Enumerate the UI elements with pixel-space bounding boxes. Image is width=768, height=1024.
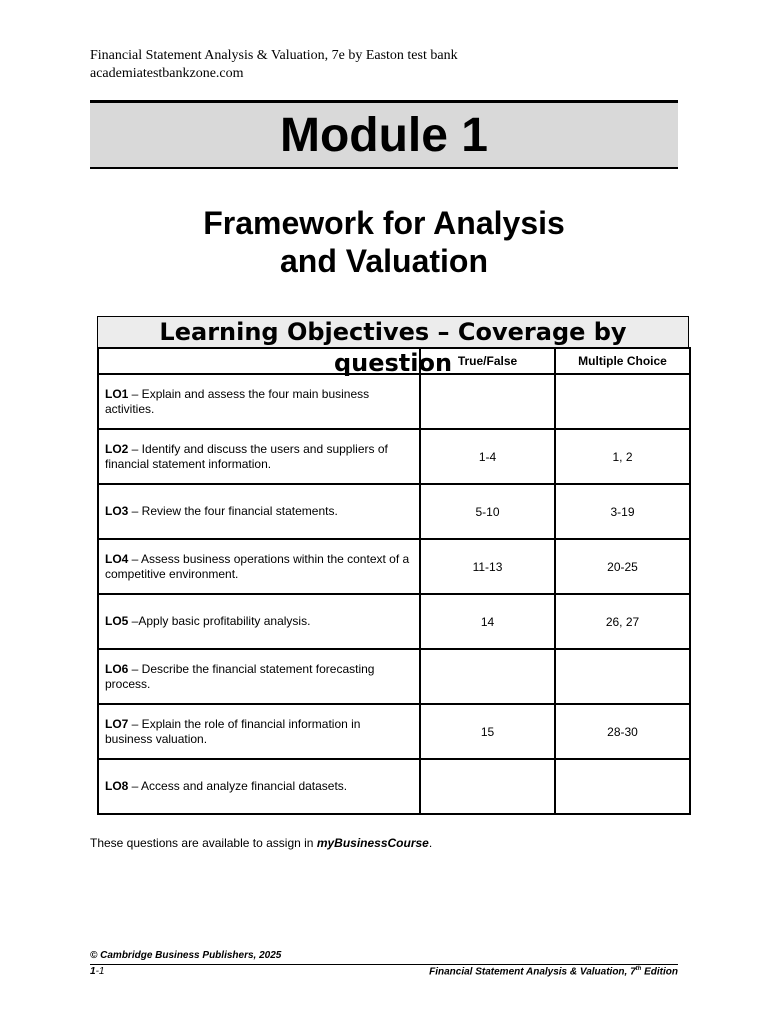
objective-cell [98, 429, 420, 484]
lo-code: LO3 [105, 504, 129, 518]
objective-cell [98, 539, 420, 594]
true-false-cell: 15 [420, 704, 555, 759]
objective-cell [98, 759, 420, 814]
note-suffix: . [428, 836, 433, 850]
objective-cell [98, 484, 420, 539]
module-title: Module 1 [90, 100, 678, 169]
header-objective [98, 348, 420, 374]
true-false-cell [420, 759, 555, 814]
lo-description: –Apply basic profitability analysis. [128, 614, 311, 628]
multiple-choice-cell: 20-25 [555, 539, 690, 594]
table-row [98, 539, 690, 594]
page-number-prefix: 1 [90, 966, 96, 977]
objective-cell [98, 374, 420, 429]
note-brand: myBusinessCourse [316, 836, 429, 850]
multiple-choice-cell [555, 374, 690, 429]
lo-description: – Describe the financial statement forecasting process. [105, 661, 375, 691]
lo-description: – Identify and discuss the users and suppliers of financial statement information. [105, 441, 388, 471]
true-false-cell [420, 649, 555, 704]
multiple-choice-cell: 1, 2 [555, 429, 690, 484]
edition-superscript: th [635, 966, 642, 972]
table-row [98, 429, 690, 484]
table-row [98, 649, 690, 704]
lo-code: LO7 [105, 716, 129, 731]
multiple-choice-cell: 26, 27 [555, 594, 690, 649]
book-title: Financial Statement Analysis & Valuation, 7 [429, 966, 636, 978]
lo-description: – Explain and assess the four main business activities. [105, 386, 370, 416]
page-number-suffix: -1 [95, 966, 105, 977]
true-false-cell: 14 [420, 594, 555, 649]
chapter-title-line-1: Framework for Analysis [203, 205, 565, 241]
true-false-cell: 5-10 [420, 484, 555, 539]
multiple-choice-cell: 28-30 [555, 704, 690, 759]
chapter-title-line-2: and Valuation [279, 243, 489, 279]
lo-description: – Access and analyze financial datasets. [128, 779, 348, 793]
footer-book-title [429, 966, 678, 977]
learning-objectives-table [97, 347, 691, 815]
lo-description: – Explain the role of financial information in business valuation. [105, 716, 361, 746]
availability-note [90, 836, 432, 850]
table-row [98, 484, 690, 539]
footer-divider [90, 964, 678, 965]
footer-copyright: © Cambridge Business Publishers, 2025 [90, 950, 282, 961]
multiple-choice-cell [555, 759, 690, 814]
objective-cell [98, 594, 420, 649]
table-row [98, 374, 690, 429]
lo-code: LO1 [105, 386, 129, 401]
true-false-cell [420, 374, 555, 429]
lo-description: – Assess business operations within the context of a competitive environment. [105, 551, 410, 581]
true-false-cell: 1-4 [420, 429, 555, 484]
lo-code: LO2 [105, 441, 129, 456]
note-prefix: These questions are available to assign in [90, 836, 317, 850]
footer-page-number [90, 966, 104, 977]
table-row [98, 704, 690, 759]
table-header-row [98, 348, 690, 374]
multiple-choice-cell: 3-19 [555, 484, 690, 539]
learning-objectives-title: Learning Objectives – Coverage by question [97, 316, 689, 349]
lo-code: LO8 [105, 779, 129, 793]
table-row [98, 759, 690, 814]
chapter-title [90, 204, 678, 280]
lo-code: LO4 [105, 551, 129, 566]
header-true-false: True/False [420, 348, 555, 374]
true-false-cell: 11-13 [420, 539, 555, 594]
header-multiple-choice: Multiple Choice [555, 348, 690, 374]
edition-word: Edition [641, 966, 678, 978]
multiple-choice-cell [555, 649, 690, 704]
running-header-website: academiatestbankzone.com [90, 66, 244, 81]
table-row [98, 594, 690, 649]
objective-cell [98, 704, 420, 759]
lo-code: LO5 [105, 614, 129, 628]
objective-cell [98, 649, 420, 704]
lo-code: LO6 [105, 661, 129, 676]
lo-description: – Review the four financial statements. [128, 504, 338, 518]
running-header-title: Financial Statement Analysis & Valuation, 7e by Easton test bank [90, 48, 458, 63]
